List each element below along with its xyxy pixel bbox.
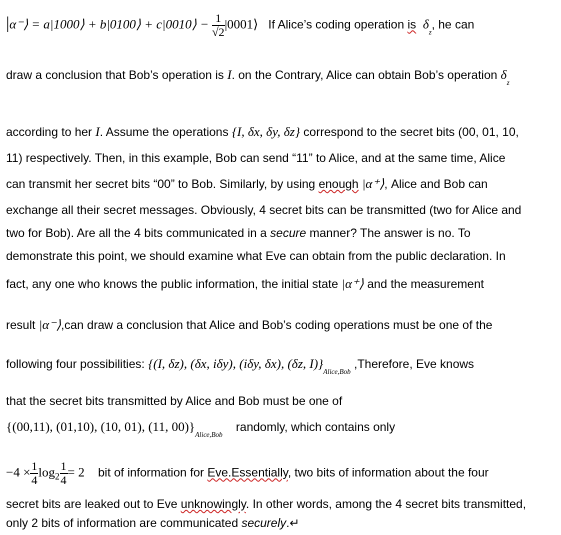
fraction-one-over-root-two: $\frac{1}{√2}$ — [211, 11, 225, 39]
possibilities-set: {(I, δz), (δx, iδy), (iδy, δx), (δz, I)} — [148, 356, 324, 371]
paragraph-line-4: 11) respectively. Then, in this example, Bob can send “11” to Alice, and at the same time, Alice — [6, 151, 506, 165]
paragraph-line-9: fact, any one who knows the public information, the initial state |α⁺⟩ and the measurement — [6, 276, 484, 291]
paragraph-line-12: that the secret bits transmitted by Alice and Bob must be one of — [6, 394, 343, 408]
equation-alpha-minus: α⁻⟩ = a|1000⟩ + b|0100⟩ + c|0010⟩ − — [9, 16, 212, 32]
entropy-equation: −4 × — [6, 464, 31, 480]
paragraph-line-6: exchange all their secret messages. Obviously, 4 secret bits can be transmitted (two for Alice and — [6, 203, 522, 217]
paragraph-line-16: only 2 bits of information are communicated securely.↵ — [6, 516, 300, 530]
paragraph-line-2: draw a conclusion that Bob’s operation is I. on the Contrary, Alice can obtain Bob’s operation $\delta_z$ — [6, 67, 510, 87]
paragraph-line-10: result |α⁻⟩,can draw a conclusion that Alice and Bob’s coding operations must be one of the — [6, 317, 493, 332]
bits-set: {(00,11), (01,10), (10, 01), (11, 00)} — [6, 419, 196, 434]
operations-set: {I, δx, δy, δz} — [231, 124, 301, 139]
paragraph-line-1: |α⁻⟩ = a|1000⟩ + b|0100⟩ + c|0010⟩ − $\frac{1}{√2}$ |0001⟩ If Alice’s coding operation is $\delta_z$, he can — [6, 11, 475, 39]
paragraph-line-8: demonstrate this point, we should examine what Eve can obtain from the public declaration. In — [6, 249, 506, 263]
ket-alpha-plus: |α⁺⟩ — [361, 176, 385, 191]
paragraph-line-11: following four possibilities: {(I, δz), (δx, iδy), (iδy, δx), (δz, $I)\}_{Alice,Bob}$ ,Therefore, Eve knows — [6, 356, 475, 376]
paragraph-line-14: −4 × $\frac{1}{4}$ $\log_2$ $\frac{1}{4}$ = 2 bit of information for Eve.Essentially, two bits of information about the four — [6, 459, 489, 487]
paragraph-line-15: secret bits are leaked out to Eve unknowingly. In other words, among the 4 secret bits transmitted, — [6, 497, 527, 511]
paragraph-line-3: according to her I. Assume the operations {I, δx, δy, δz} correspond to the secret bits (00, 01, 10, — [6, 124, 519, 139]
paragraph-line-5: can transmit her secret bits “00” to Bob. Similarly, by using enough |α⁺⟩, Alice and Bob can — [6, 176, 488, 191]
paragraph-line-7: two for Bob). Are all the 4 bits communicated in a secure manner? The answer is no. To — [6, 226, 471, 240]
ket-alpha-plus: |α⁺⟩ — [341, 276, 364, 291]
paragraph-line-13: {(00,11), (01,10), (10, 01), (11, $00)\}_{Alice,Bob}$ randomly, which contains only — [6, 419, 396, 439]
ket-alpha-minus: |α⁻⟩ — [38, 317, 62, 332]
